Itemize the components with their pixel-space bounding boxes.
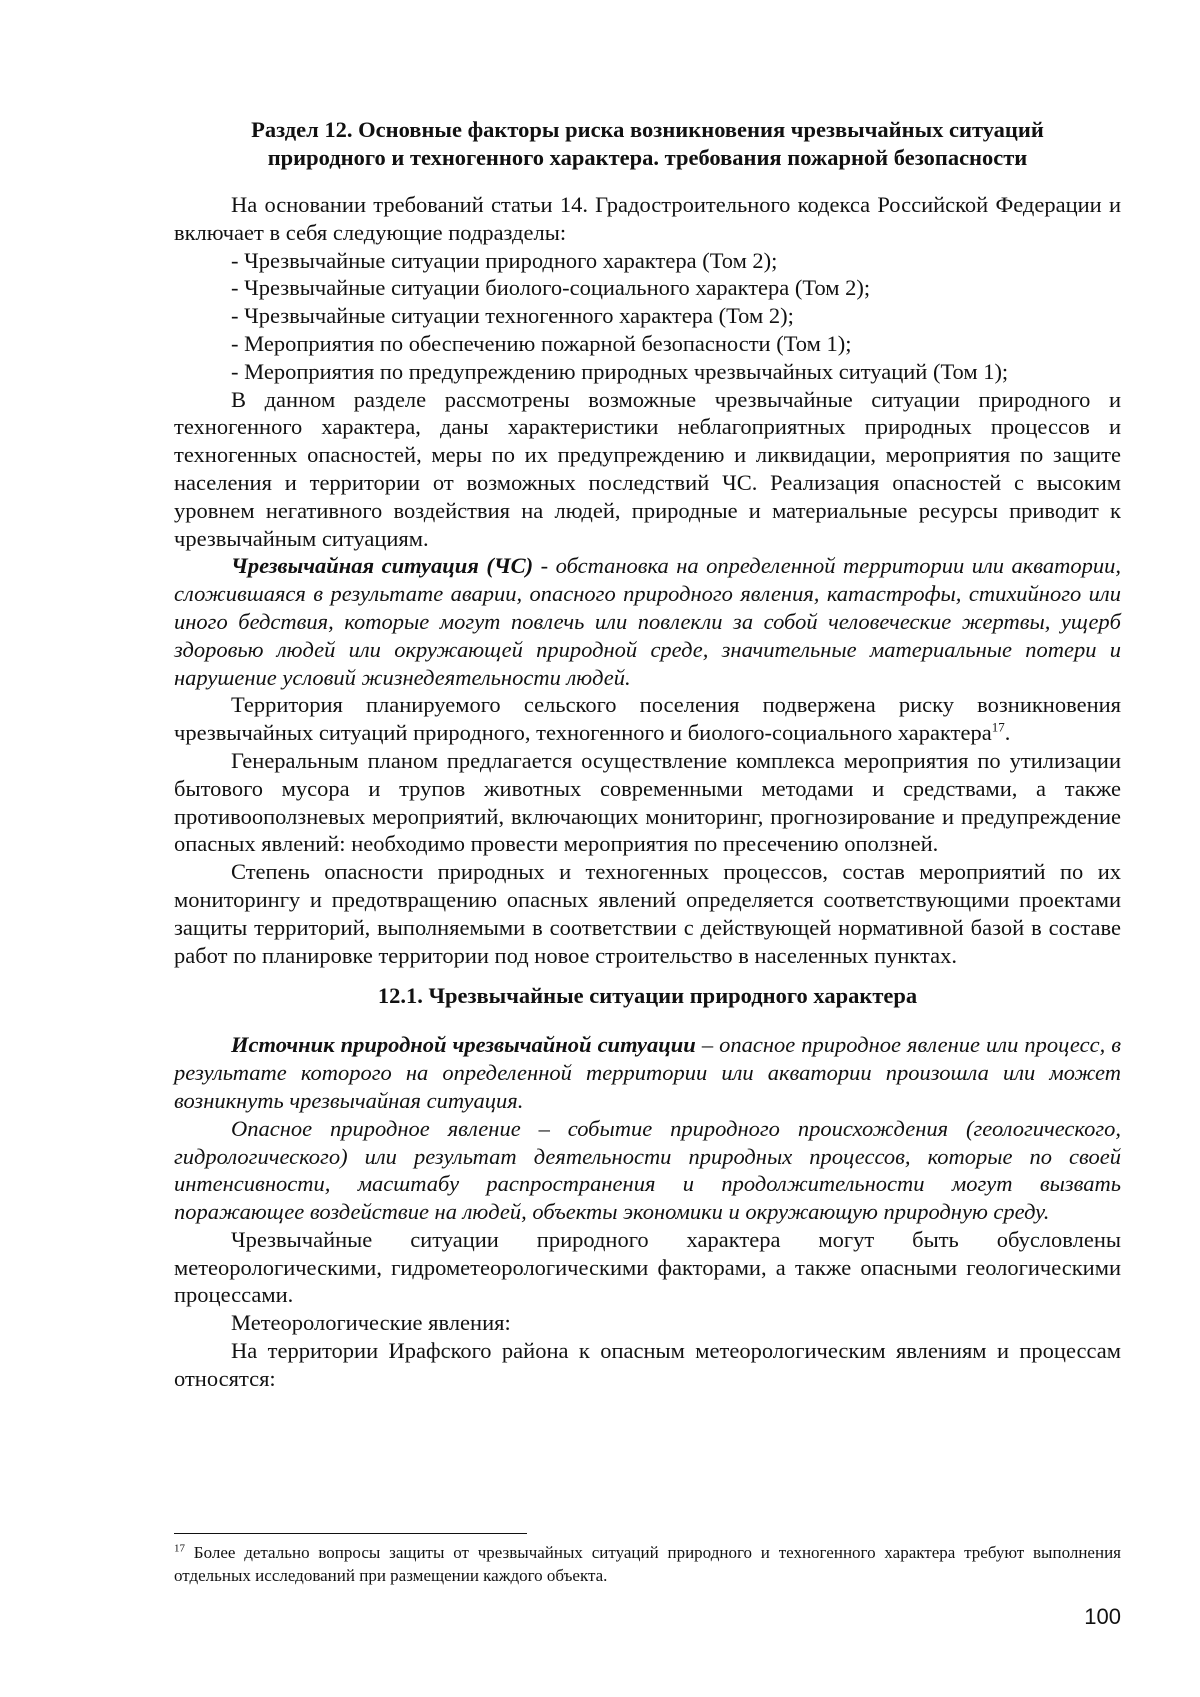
footnote-reference: 17 <box>991 719 1005 735</box>
page-content <box>174 116 1121 1393</box>
list-item: - Мероприятия по обеспечению пожарной безопасности (Том 1); <box>231 330 852 356</box>
body-paragraph: На территории Ирафского района к опасным метеорологическим явлениям и процессам относятся: <box>174 1338 1121 1391</box>
footnote-text: Более детально вопросы защиты от чрезвычайных ситуаций природного и техногенного характера требуют выполнения отдельных исследований при размещении каждого объекта. <box>174 1543 1121 1585</box>
definition-term: Чрезвычайная ситуация (ЧС) <box>231 553 534 579</box>
list-item: - Мероприятия по предупреждению природных чрезвычайных ситуаций (Том 1); <box>231 358 1009 384</box>
definition-paragraph <box>174 1031 1121 1114</box>
body-paragraph: В данном разделе рассмотрены возможные чрезвычайные ситуации природного и техногенного характера, даны характеристики неблагоприятных природных процессов и техногенных опасностей, меры по их предупреждению и ликвидации, мероприятия по защите населения и территории от возможных последствий ЧС. Реализация опасностей с высоким уровнем негативного воздействия на людей, природные и материальные ресурсы приводит к чрезвычайным ситуациям. <box>174 386 1121 551</box>
intro-paragraph: На основании требований статьи 14. Градостроительного кодекса Российской Федерации и включает в себя следующие подразделы: <box>174 192 1121 245</box>
list-item: - Чрезвычайные ситуации природного характера (Том 2); <box>231 247 778 273</box>
body-paragraph: Чрезвычайные ситуации природного характера могут быть обусловлены метеорологическими, гидрометеорологическими факторами, а также опасными геологическими процессами. <box>174 1226 1121 1308</box>
paragraph-end: . <box>1004 720 1011 746</box>
body-paragraph: Степень опасности природных и техногенных процессов, состав мероприятий по их мониторингу и предотвращению опасных явлений определяется соответствующими проектами защиты территорий, выполняемыми в соответствии с действующей нормативной базой в составе работ по планировке территории под новое строительство в населенных пунктах. <box>174 859 1121 968</box>
list-item: - Чрезвычайные ситуации техногенного характера (Том 2); <box>231 303 794 329</box>
section-title-line-1: Раздел 12. Основные факторы риска возникновения чрезвычайных ситуаций <box>251 117 1044 142</box>
footnote-divider <box>174 1533 527 1534</box>
page-number: 100 <box>1084 1604 1121 1629</box>
body-paragraph: Метеорологические явления: <box>231 1310 511 1336</box>
definition-term: Источник природной чрезвычайной ситуации <box>231 1032 696 1058</box>
body-paragraph <box>174 691 1121 747</box>
definition-text: - обстановка на определенной территории или акватории, сложившаяся в результате аварии, опасного природного явления, катастрофы, стихийного или иного бедствия, которые могут повлечь или повлекли за собой человеческие жертвы, ущерб здоровью людей или окружающей природной среде, значительные материальные потери и нарушение условий жизнедеятельности людей. <box>174 553 1121 690</box>
list-item: - Чрезвычайные ситуации биолого-социального характера (Том 2); <box>231 275 871 301</box>
definition-paragraph <box>174 552 1121 691</box>
footnote <box>174 1541 1121 1587</box>
body-paragraph: Генеральным планом предлагается осуществление комплекса мероприятия по утилизации бытового мусора и трупов животных современными методами и средствами, а также противооползневых мероприятий, включающих мониторинг, прогнозирование и предупреждение опасных явлений: необходимо провести мероприятия по пресечению оползней. <box>174 747 1121 857</box>
footnote-number: 17 <box>174 1542 185 1555</box>
definition-text: – опасное природное явление или процесс, в результате которого на определенной территории или акватории произошла или может возникнуть чрезвычайная ситуация. <box>174 1032 1121 1113</box>
subsection-title: 12.1. Чрезвычайные ситуации природного характера <box>377 983 918 1009</box>
paragraph-text: Территория планируемого сельского поселения подвержена риску возникновения чрезвычайных ситуаций природного, техногенного и биолого-социального характера <box>174 692 1121 746</box>
section-title <box>174 116 1121 172</box>
section-title-line-2: природного и техногенного характера. требования пожарной безопасности <box>267 145 1028 170</box>
definition-paragraph: Опасное природное явление – событие природного происхождения (геологического, гидрологического) или результат деятельности природных процессов, которые по своей интенсивности, масштабу распространения и продолжительности могут вызвать поражающее воздействие на людей, объекты экономики и окружающую природную среду. <box>174 1115 1121 1225</box>
